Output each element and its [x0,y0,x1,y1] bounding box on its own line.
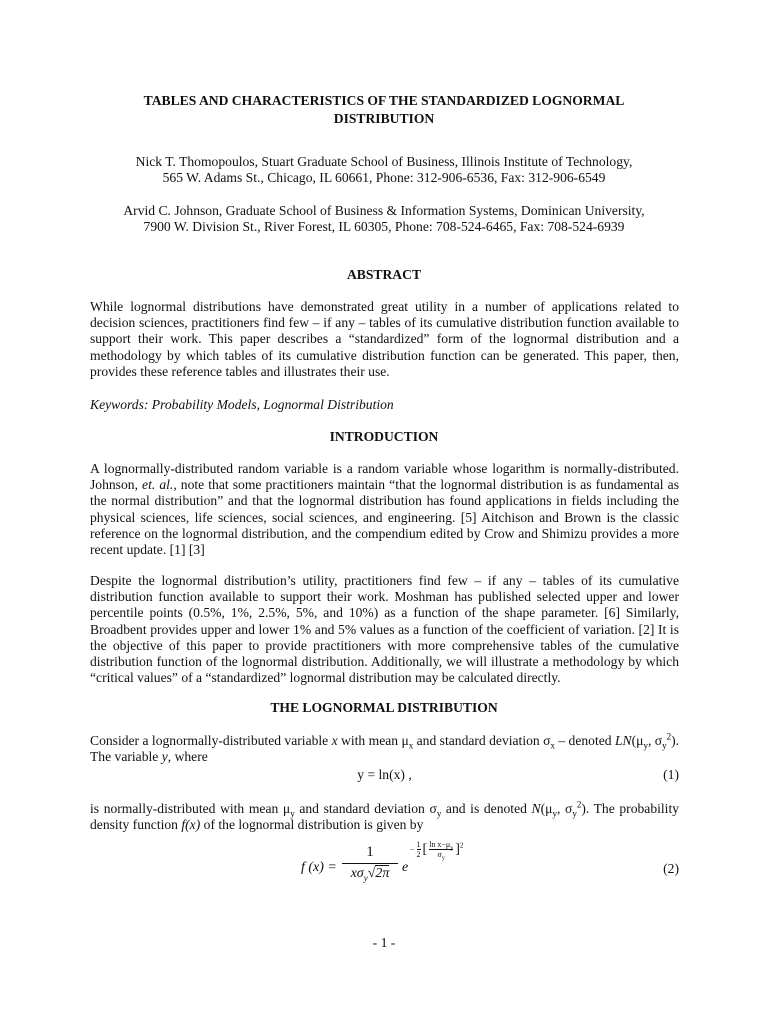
ln-p2-d: (μ [540,801,553,816]
ln-p2-sub-3: y [552,808,557,819]
sqrt-sign-icon: √ [367,866,376,882]
equation-2-lhs: f (x) = [301,860,337,875]
ln-p1-e: (μ [631,733,644,748]
ln-sub-y-2: y [662,740,667,751]
equation-2 [90,840,679,900]
keywords: Keywords: Probability Models, Lognormal Distribution [90,397,394,412]
ln-p2-g: of the lognormal distribution is given by [200,817,424,833]
eq2-denominator [342,863,398,882]
ln-p1-d: – denoted [554,733,615,748]
eq2-den-x-sigma: xσ [350,866,364,882]
eq2-exp-num-sub: y [450,845,454,852]
equation-2-exponent [410,840,464,862]
ln-var-y: y [161,749,168,765]
ln-p2-sub-2: y [436,808,442,819]
introduction-paragraph-1 [90,461,679,558]
author-1-line-1: Nick T. Thomopoulos, Stuart Graduate School of Business, Illinois Institute of Technology, [135,154,633,169]
abstract-text: While lognormal distributions have demonstrated great utility in a number of applications related to decision sciences, practitioners find few – if any – tables of its cumulative distribution function available to support their work. This paper describes a “standardized” form of the lognormal distribution and a methodology by which tables of its cumulative distribution function can be generated. This paper, then, provides these reference tables and illustrates their use. [90,299,679,379]
ln-sub-x: x [408,740,414,751]
author-block-2 [60,203,708,235]
ln-p2-e: , σ [556,801,573,816]
author-2-line-1: Arvid C. Johnson, Graduate School of Business & Information Systems, Dominican University, [123,203,645,218]
eq2-exp-half-den: 2 [416,850,421,859]
eq2-exp-half-num: 1 [416,840,421,849]
equation-2-e: e [402,860,409,875]
ln-p1-c: and standard deviation σ [413,733,551,748]
ln-p2-c: and is denoted [441,801,532,816]
equation-1-body: y = ln(x) , [357,767,412,782]
title-line-2: DISTRIBUTION [333,111,435,126]
eq2-exp-den-text: σ [437,850,442,859]
introduction-heading: INTRODUCTION [329,429,439,444]
ln-p2-sub-4: y [572,808,577,819]
left-bracket-icon: [ [422,841,428,857]
ln-p2-sub-1: y [290,808,295,819]
ln-sup-2: 2 [666,731,672,742]
intro-p1-etal: et. al. [142,477,174,493]
equation-1-number: (1) [663,767,679,782]
ln-label: LN [614,733,632,748]
equation-2-fraction [342,844,398,882]
equation-2-number: (2) [663,861,679,876]
ln-p2-N: N [531,801,541,816]
intro-p1-text-a: A lognormally-distributed random variable is a random variable whose logarithm is normally-distributed. Johnson, [90,461,679,493]
eq2-exp-ratio [429,840,454,862]
ln-sub-x-2: x [550,740,555,751]
ln-p2-a: is normally-distributed with mean μ [90,801,291,816]
intro-p1-text-b: , note that some practitioners maintain “that the lognormal distribution is as fundamental as the normal distribution” and that the lognormal distribution has found applications in fields including the physical sciences, life sciences, social sciences, and engineering. [5] Aitchison and Brown is the classic reference on the lognormal distribution, and the compendium edited by Crow and Shimizu provides a more recent update. [1] [3] [90,477,679,558]
ln-p1-h: , where [167,749,208,765]
ln-p2-b: and standard deviation σ [294,801,437,816]
lognormal-paragraph-2 [90,801,679,833]
ln-p2-fx: f(x) [181,817,201,833]
eq2-exp-power: 2 [459,841,464,850]
eq2-exp-half [417,840,421,859]
eq2-exp-den-sub: y [441,855,445,862]
ln-p2-f: ). The probability density function [90,801,680,833]
page-number: - 1 - [372,935,396,950]
eq2-numerator: 1 [366,844,374,860]
eq2-exp-minus: − [410,845,415,854]
introduction-paragraph-2: Despite the lognormal distribution’s utility, practitioners find few – if any – tables of its cumulative distribution function available to support their work. Moshman has published selected upper and lower percentile points (0.5%, 1%, 2.5%, 5%, and 10%) as a function of the shape parameter. [6] Similarly, Broadbent provides upper and lower 1% and 5% values as a function of the coefficient of variation. [2] It is the objective of this paper to provide practitioners with more comprehensive tables of the cumulative distribution function of the lognormal distribution. Additionally, we will illustrate a methodology by which “critical values” of a “standardized” lognormal distribution may be calculated directly. [90,573,679,686]
equation-1 [90,767,679,783]
lognormal-heading: THE LOGNORMAL DISTRIBUTION [270,700,498,715]
ln-p1-a: Consider a lognormally-distributed variable [90,733,332,748]
ln-p1-f: , σ [647,733,663,748]
ln-p1-g: ). The variable [90,733,679,765]
ln-p2-sup: 2 [576,799,582,810]
author-2-line-2: 7900 W. Division St., River Forest, IL 60305, Phone: 708-524-6465, Fax: 708-524-6939 [143,219,625,235]
ln-var-x: x [331,733,338,748]
right-bracket-icon: ] [455,841,460,857]
lognormal-paragraph-1 [90,733,679,765]
eq2-sqrt-arg: 2π [375,866,390,882]
paper-title [60,92,708,128]
author-block-1 [60,154,708,186]
author-1-line-2: 565 W. Adams St., Chicago, IL 60661, Phone: 312-906-6536, Fax: 312-906-6549 [162,170,606,186]
title-line-1: TABLES AND CHARACTERISTICS OF THE STANDARDIZED LOGNORMAL [143,93,625,108]
abstract-heading: ABSTRACT [346,267,422,282]
ln-p1-b: with mean μ [337,733,409,748]
eq2-exp-num-text: ln x−μ [429,840,451,849]
eq2-exp-ratio-num [429,840,454,852]
ln-sub-y: y [643,740,648,751]
eq2-den-sub: y [363,873,368,883]
